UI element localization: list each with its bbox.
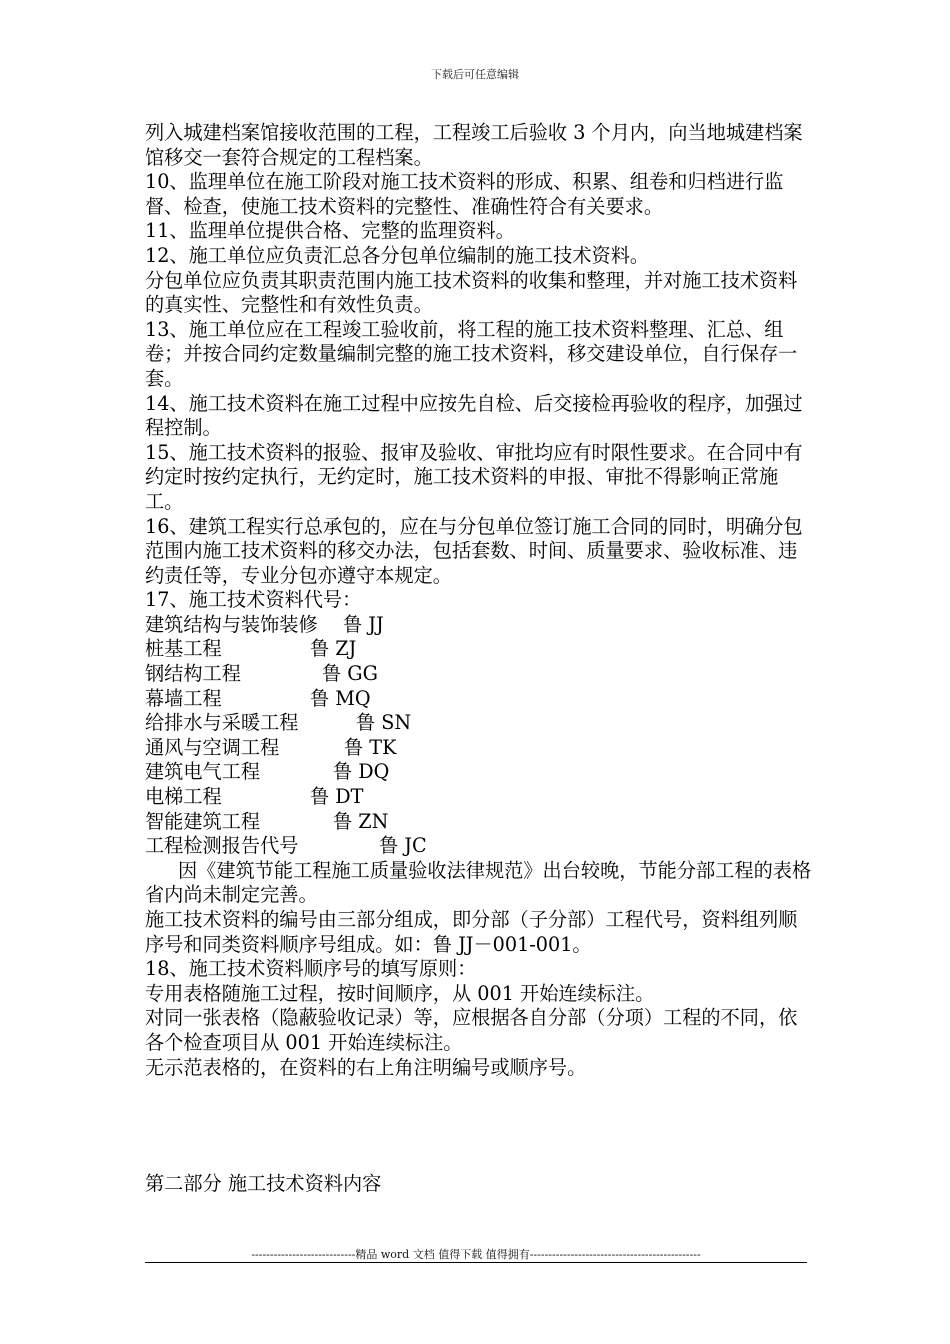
code-value: 鲁 ZN	[333, 809, 389, 833]
code-category: 工程检测报告代号	[145, 834, 299, 858]
code-row	[145, 736, 815, 761]
paragraph: 15、施工技术资料的报验、报审及验收、审批均应有时限性要求。在合同中有约定时按约定执行，无约定时，施工技术资料的申报、审批不得影响正常施工。	[145, 440, 803, 513]
code-category: 给排水与采暖工程	[145, 711, 299, 735]
paragraph: 18、施工技术资料顺序号的填写原则：	[145, 957, 477, 981]
code-value: 鲁 TK	[344, 735, 397, 759]
code-value: 鲁 DT	[310, 785, 364, 809]
paragraph: 16、建筑工程实行总承包的，应在与分包单位签订施工合同的同时，明确分包范围内施工技术资料的移交办法，包括套数、时间、质量要求、验收标准、违约责任等，专业分包亦遵守本规定。	[145, 514, 803, 587]
footer-divider	[145, 1262, 807, 1263]
paragraph: 列入城建档案馆接收范围的工程，工程竣工后验收 3 个月内，向当地城建档案馆移交一套符合规定的工程档案。	[145, 121, 803, 169]
paragraph: 因《建筑节能工程施工质量验收法律规范》出台较晚，节能分部工程的表格省内尚未制定完善。	[145, 858, 812, 907]
paragraph: 13、施工单位应在工程竣工验收前，将工程的施工技术资料整理、汇总、组卷；并按合同约定数量编制完整的施工技术资料，移交建设单位，自行保存一套。	[145, 317, 798, 390]
code-category: 桩基工程	[145, 637, 222, 661]
code-category: 电梯工程	[145, 785, 222, 809]
code-value: 鲁 GG	[322, 662, 378, 686]
code-category: 智能建筑工程	[145, 809, 261, 833]
paragraph: 11、监理单位提供合格、完整的监理资料。	[145, 219, 515, 243]
code-row	[145, 613, 815, 638]
code-value: 鲁 DQ	[333, 760, 390, 784]
section-title: 第二部分 施工技术资料内容	[145, 1172, 382, 1195]
paragraph: 施工技术资料的编号由三部分组成，即分部（子分部）工程代号，资料组列顺序号和同类资料顺序号组成。如：鲁 JJ－001-001。	[145, 908, 798, 956]
code-row	[145, 810, 815, 835]
paragraph: 对同一张表格（隐蔽验收记录）等，应根据各自分部（分项）工程的不同，依各个检查项目从 001 开始连续标注。	[145, 1006, 798, 1054]
code-row	[145, 711, 815, 736]
code-value: 鲁 ZJ	[310, 637, 357, 661]
code-row	[145, 785, 815, 810]
paragraph: 分包单位应负责其职责范围内施工技术资料的收集和整理，并对施工技术资料的真实性、完整性和有效性负责。	[145, 268, 798, 317]
code-value: 鲁 JC	[379, 834, 427, 858]
paragraph: 12、施工单位应负责汇总各分包单位编制的施工技术资料。	[145, 243, 650, 267]
paragraph: 无示范表格的，在资料的右上角注明编号或顺序号。	[145, 1055, 587, 1079]
code-category: 建筑结构与装饰装修	[145, 612, 318, 636]
code-row	[145, 637, 815, 662]
code-category: 通风与空调工程	[145, 735, 280, 759]
code-row	[145, 760, 815, 785]
code-value: 鲁 MQ	[310, 686, 371, 710]
code-category: 钢结构工程	[145, 662, 241, 686]
code-value: 鲁 JJ	[343, 612, 384, 636]
code-category: 幕墙工程	[145, 686, 222, 710]
document-body	[145, 121, 815, 1080]
code-category: 建筑电气工程	[145, 760, 261, 784]
paragraph: 10、监理单位在施工阶段对施工技术资料的形成、积累、组卷和归档进行监督、检查，使施工技术资料的完整性、准确性符合有关要求。	[145, 170, 784, 218]
page-footer: ----------------------------精品 word 文档 值得下载 值得拥有----------------------------------------------	[251, 1248, 701, 1261]
code-value: 鲁 SN	[356, 711, 412, 735]
paragraph: 17、施工技术资料代号：	[145, 588, 362, 612]
page-header: 下载后可任意编辑	[431, 68, 519, 81]
code-list	[145, 613, 815, 859]
code-row	[145, 662, 815, 687]
code-row	[145, 687, 815, 712]
paragraph: 14、施工技术资料在施工过程中应按先自检、后交接检再验收的程序，加强过程控制。	[145, 391, 803, 440]
code-row	[145, 834, 815, 859]
paragraph: 专用表格随施工过程，按时间顺序，从 001 开始连续标注。	[145, 981, 655, 1005]
